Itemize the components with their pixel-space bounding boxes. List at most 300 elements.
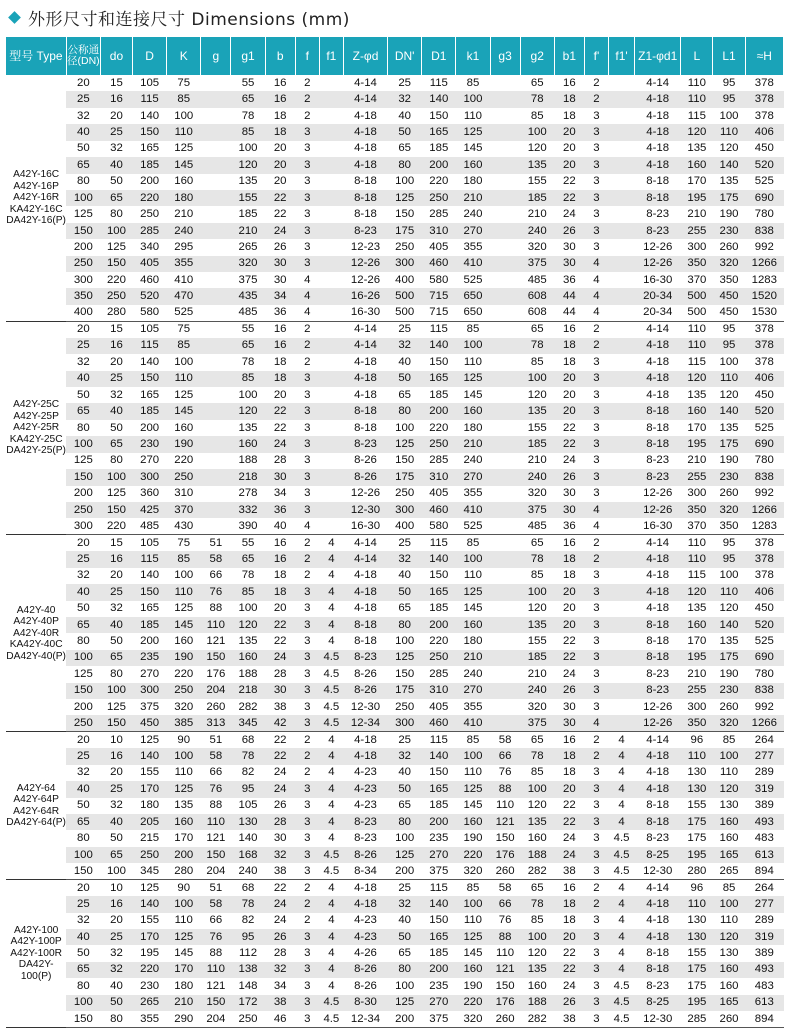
cell-f1 [319, 321, 343, 337]
cell-g2: 65 [530, 76, 544, 89]
cell-f1': 4 [618, 914, 625, 927]
cell-f': 3 [584, 617, 608, 633]
cell-b1: 18 [563, 355, 576, 368]
cell-f': 3 [593, 175, 600, 188]
cell-Z1-φd1: 12-30 [635, 1011, 681, 1027]
cell-D1: 220 [429, 175, 449, 188]
cell-DN': 125 [388, 847, 422, 863]
cell-L: 195 [681, 995, 713, 1011]
cell-D1: 165 [422, 584, 456, 600]
cell-b1: 30 [563, 240, 576, 253]
cell-D: 170 [133, 929, 167, 945]
header-g2: g2 [520, 37, 554, 75]
cell-≈H: 483 [754, 832, 774, 845]
cell-DN': 50 [388, 781, 422, 797]
cell-K: 160 [174, 175, 194, 188]
cell-L1: 230 [713, 469, 745, 485]
table-row [6, 732, 784, 748]
cell-b: 30 [265, 683, 295, 699]
cell-≈H: 613 [745, 847, 783, 863]
cell-≈H: 483 [754, 979, 774, 992]
cell-g2: 155 [527, 421, 547, 434]
cell-f1' [609, 141, 635, 157]
cell-L: 500 [681, 288, 713, 304]
cell-f1' [609, 223, 635, 239]
cell-g1: 135 [238, 421, 258, 434]
cell-g1: 278 [238, 487, 258, 500]
cell-D1: 165 [422, 929, 456, 945]
cell-公称通径(DN): 40 [66, 781, 100, 797]
cell-DN': 150 [395, 454, 415, 467]
cell-D: 165 [140, 142, 160, 155]
cell-Z1-φd1: 12-26 [635, 502, 681, 518]
cell-D1: 310 [422, 469, 456, 485]
cell-f': 3 [593, 700, 600, 713]
cell-f1' [609, 206, 635, 222]
table-row [6, 863, 784, 879]
cell-g [201, 141, 231, 157]
cell-k1: 210 [456, 190, 490, 206]
cell-f1 [319, 141, 343, 157]
cell-g: 313 [201, 715, 231, 731]
cell-b1: 30 [563, 487, 576, 500]
cell-g1: 332 [231, 502, 265, 518]
cell-Z1-φd1: 12-26 [643, 240, 673, 253]
cell-≈H: 378 [754, 355, 774, 368]
header-g3: g3 [490, 37, 520, 75]
cell-D: 250 [133, 847, 167, 863]
cell-D1: 310 [422, 223, 456, 239]
cell-f1' [609, 124, 635, 140]
cell-b1: 18 [554, 896, 584, 912]
cell-L: 120 [681, 584, 713, 600]
cell-L: 175 [687, 979, 707, 992]
cell-Z1-φd1: 4-18 [635, 748, 681, 764]
cell-≈H: 378 [754, 76, 774, 89]
cell-公称通径(DN): 65 [66, 962, 100, 978]
cell-K: 75 [177, 323, 191, 336]
cell-g2: 65 [530, 536, 544, 549]
cell-k1: 145 [463, 142, 483, 155]
cell-D: 355 [133, 1011, 167, 1027]
cell-g1: 85 [231, 124, 265, 140]
cell-g1: 78 [241, 569, 255, 582]
cell-g1: 148 [238, 979, 258, 992]
cell-f1: 4.5 [323, 667, 340, 680]
cell-f1 [319, 486, 343, 502]
cell-f1' [609, 633, 635, 649]
cell-D1: 285 [429, 454, 449, 467]
cell-g1: 68 [241, 881, 255, 894]
cell-K: 220 [174, 667, 194, 680]
cell-b: 24 [265, 436, 295, 452]
cell-f': 2 [593, 733, 600, 746]
cell-g3 [490, 91, 520, 107]
cell-K: 75 [177, 536, 191, 549]
cell-f': 3 [584, 469, 608, 485]
cell-DN': 175 [388, 469, 422, 485]
cell-L1: 95 [713, 551, 745, 567]
cell-g: 121 [206, 979, 226, 992]
cell-k1: 180 [463, 421, 483, 434]
cell-f: 3 [295, 617, 319, 633]
cell-L1: 175 [713, 436, 745, 452]
cell-公称通径(DN): 100 [66, 995, 100, 1011]
cell-f: 3 [304, 175, 311, 188]
header-g: g [201, 37, 231, 75]
cell-L1: 160 [713, 814, 745, 830]
cell-DN': 100 [395, 421, 415, 434]
cell-公称通径(DN): 150 [66, 469, 100, 485]
cell-D1: 200 [422, 617, 456, 633]
cell-Z-φd: 8-26 [354, 667, 377, 680]
cell-L: 300 [687, 487, 707, 500]
cell-公称通径(DN): 100 [66, 650, 100, 666]
cell-f': 3 [593, 947, 600, 960]
cell-L1: 135 [719, 421, 739, 434]
cell-L: 175 [681, 962, 713, 978]
cell-b: 16 [265, 338, 295, 354]
cell-≈H: 406 [745, 584, 783, 600]
cell-Z1-φd1: 8-18 [635, 962, 681, 978]
cell-f1' [609, 190, 635, 206]
cell-公称通径(DN): 32 [77, 355, 90, 368]
cell-D1: 165 [422, 371, 456, 387]
table-row [6, 551, 784, 567]
cell-g3 [490, 305, 520, 321]
cell-f1' [609, 584, 635, 600]
cell-g: 66 [209, 766, 223, 779]
cell-Z1-φd1: 8-23 [646, 979, 670, 992]
header-f-prime: f' [584, 37, 608, 75]
cell-f': 3 [584, 929, 608, 945]
cell-g2: 100 [520, 371, 554, 387]
cell-k1: 100 [456, 748, 490, 764]
cell-f1 [319, 206, 343, 222]
cell-g1: 95 [231, 781, 265, 797]
header-f: f [295, 37, 319, 75]
cell-公称通径(DN): 50 [77, 142, 90, 155]
cell-do: 40 [100, 403, 132, 419]
cell-Z1-φd1: 8-25 [635, 995, 681, 1011]
cell-k1: 190 [463, 979, 483, 992]
table-row [6, 995, 784, 1011]
cell-f1: 4.5 [319, 847, 343, 863]
cell-k1: 125 [456, 371, 490, 387]
cell-b: 20 [273, 388, 287, 401]
table-body [6, 75, 784, 1027]
cell-g [201, 272, 231, 288]
cell-公称通径(DN): 300 [73, 273, 93, 286]
cell-Z-φd: 8-18 [354, 175, 377, 188]
cell-公称通径(DN): 80 [77, 635, 90, 648]
cell-公称通径(DN): 50 [77, 602, 90, 615]
cell-b: 34 [273, 979, 287, 992]
cell-do: 32 [110, 388, 123, 401]
cell-K: 125 [167, 929, 201, 945]
cell-L: 110 [681, 896, 713, 912]
cell-L1: 140 [713, 403, 745, 419]
cell-≈H: 520 [745, 403, 783, 419]
cell-f: 2 [304, 109, 311, 122]
cell-L: 350 [681, 256, 713, 272]
header-dn-prime: DN' [388, 37, 422, 75]
cell-f': 3 [584, 683, 608, 699]
cell-Z-φd: 16-30 [343, 518, 387, 534]
cell-g2: 375 [520, 502, 554, 518]
cell-g1: 120 [231, 403, 265, 419]
cell-g [201, 157, 231, 173]
cell-g3 [490, 518, 520, 534]
cell-g1: 105 [238, 799, 258, 812]
cell-g1: 112 [238, 947, 258, 960]
cell-do: 20 [110, 766, 123, 779]
cell-公称通径(DN): 80 [77, 175, 90, 188]
cell-f1 [319, 256, 343, 272]
cell-f: 3 [304, 454, 311, 467]
cell-f: 3 [295, 781, 319, 797]
cell-b1: 20 [554, 371, 584, 387]
cell-D1: 580 [422, 518, 456, 534]
cell-g3: 76 [498, 914, 512, 927]
cell-D1: 715 [422, 305, 456, 321]
cell-f1': 4 [618, 881, 625, 894]
cell-b1: 38 [554, 1011, 584, 1027]
cell-do: 65 [100, 650, 132, 666]
cell-g3 [490, 699, 520, 715]
cell-g: 88 [209, 799, 223, 812]
table-row [6, 75, 784, 91]
cell-g3 [490, 403, 520, 419]
cell-g2: 210 [527, 454, 547, 467]
cell-f1': 4.5 [609, 863, 635, 879]
table-row [6, 748, 784, 764]
cell-K: 110 [167, 124, 201, 140]
cell-f1: 4 [328, 635, 335, 648]
cell-D: 485 [133, 518, 167, 534]
cell-D1: 140 [422, 748, 456, 764]
cell-公称通径(DN): 100 [66, 436, 100, 452]
cell-g3 [490, 108, 520, 124]
cell-K: 470 [167, 288, 201, 304]
cell-f1' [609, 338, 635, 354]
cell-g1: 188 [238, 667, 258, 680]
cell-Z-φd: 4-18 [354, 881, 377, 894]
cell-Z-φd: 4-23 [343, 929, 387, 945]
cell-公称通径(DN): 25 [66, 748, 100, 764]
cell-b: 30 [273, 273, 287, 286]
cell-L: 115 [687, 355, 706, 368]
cell-L1: 100 [713, 748, 745, 764]
cell-Z-φd: 4-18 [354, 388, 377, 401]
cell-L1: 320 [713, 715, 745, 731]
cell-g: 110 [201, 814, 231, 830]
cell-Z-φd: 8-34 [343, 863, 387, 879]
cell-DN': 40 [398, 914, 411, 927]
cell-K: 145 [167, 617, 201, 633]
cell-f': 3 [593, 766, 600, 779]
cell-≈H: 264 [754, 733, 774, 746]
cell-b1: 24 [563, 979, 576, 992]
cell-Z-φd: 4-26 [354, 947, 377, 960]
cell-do: 25 [100, 124, 132, 140]
cell-f': 4 [584, 715, 608, 731]
cell-DN': 25 [398, 76, 411, 89]
cell-g3 [490, 387, 520, 403]
cell-公称通径(DN): 300 [66, 518, 100, 534]
cell-f1' [609, 502, 635, 518]
cell-k1: 145 [463, 602, 483, 615]
cell-f': 3 [593, 487, 600, 500]
cell-D: 425 [133, 502, 167, 518]
cell-g3 [490, 272, 520, 288]
cell-g3 [490, 206, 520, 222]
cell-f: 3 [295, 715, 319, 731]
cell-do: 150 [100, 502, 132, 518]
cell-DN': 40 [398, 109, 411, 122]
cell-≈H: 378 [754, 109, 774, 122]
cell-L1: 230 [713, 223, 745, 239]
cell-≈H: 319 [745, 929, 783, 945]
table-row [6, 371, 784, 387]
cell-g1: 135 [238, 175, 258, 188]
cell-g2: 135 [520, 962, 554, 978]
cell-Z-φd: 4-23 [354, 914, 377, 927]
cell-f: 3 [295, 436, 319, 452]
cell-D: 345 [133, 863, 167, 879]
cell-L: 110 [681, 748, 713, 764]
cell-f1: 4 [328, 536, 335, 549]
cell-f: 3 [295, 584, 319, 600]
cell-f1 [319, 91, 343, 107]
cell-g1: 320 [231, 256, 265, 272]
header-f1: f1 [319, 37, 343, 75]
cell-D: 165 [140, 602, 160, 615]
cell-k1: 110 [463, 109, 483, 122]
cell-f: 3 [304, 388, 311, 401]
table-row [6, 190, 784, 206]
cell-L1: 350 [719, 273, 739, 286]
cell-f1' [609, 453, 635, 469]
cell-Z1-φd1: 12-26 [635, 715, 681, 731]
table-row [6, 157, 784, 173]
cell-b1: 30 [554, 502, 584, 518]
cell-f1' [609, 371, 635, 387]
cell-f': 2 [593, 881, 600, 894]
cell-Z1-φd1: 4-18 [635, 124, 681, 140]
cell-DN': 175 [388, 683, 422, 699]
cell-f: 3 [304, 832, 311, 845]
cell-k1: 220 [456, 847, 490, 863]
cell-f': 2 [584, 896, 608, 912]
table-row [6, 666, 784, 682]
cell-b1: 18 [554, 338, 584, 354]
cell-L: 370 [687, 273, 707, 286]
cell-do: 125 [106, 240, 126, 253]
cell-L1: 100 [719, 109, 739, 122]
table-row [6, 880, 784, 896]
cell-f: 3 [304, 602, 311, 615]
cell-b1: 20 [554, 403, 584, 419]
cell-g [201, 403, 231, 419]
cell-g1: 65 [231, 551, 265, 567]
cell-f': 3 [593, 667, 600, 680]
cell-D: 200 [140, 175, 160, 188]
cell-D: 460 [140, 273, 160, 286]
cell-f1' [609, 157, 635, 173]
cell-f1: 4.5 [319, 650, 343, 666]
cell-公称通径(DN): 20 [77, 881, 90, 894]
cell-f': 3 [584, 995, 608, 1011]
cell-g3 [490, 354, 520, 370]
cell-L1: 135 [719, 175, 739, 188]
cell-L: 210 [687, 208, 707, 221]
cell-L1: 190 [719, 454, 739, 467]
table-row [6, 272, 784, 288]
cell-K: 410 [174, 273, 194, 286]
table-row [6, 617, 784, 633]
table-row [6, 436, 784, 452]
cell-k1: 85 [466, 733, 480, 746]
cell-L1: 190 [719, 208, 739, 221]
table-row [6, 650, 784, 666]
cell-K: 125 [174, 602, 194, 615]
cell-D: 140 [140, 109, 160, 122]
cell-f1' [609, 518, 635, 534]
cell-DN': 80 [388, 617, 422, 633]
cell-L: 210 [687, 454, 707, 467]
cell-D: 405 [133, 256, 167, 272]
cell-Z-φd: 4-18 [354, 602, 377, 615]
table-row [6, 403, 784, 419]
cell-b1: 22 [563, 799, 576, 812]
cell-g2: 78 [520, 748, 554, 764]
header-b: b [265, 37, 295, 75]
cell-DN': 32 [388, 91, 422, 107]
cell-L1: 140 [713, 617, 745, 633]
cell-L1: 95 [713, 338, 745, 354]
cell-k1: 125 [456, 584, 490, 600]
cell-b1: 24 [563, 667, 576, 680]
cell-g3: 110 [495, 799, 515, 812]
cell-g3 [490, 453, 520, 469]
cell-K: 170 [167, 962, 201, 978]
cell-L: 135 [687, 602, 707, 615]
cell-Z-φd: 8-26 [343, 962, 387, 978]
cell-DN': 400 [395, 273, 415, 286]
cell-g2: 160 [527, 832, 547, 845]
cell-f1' [609, 91, 635, 107]
cell-f1': 4 [618, 799, 625, 812]
cell-Z-φd: 4-14 [354, 536, 377, 549]
cell-b: 22 [265, 190, 295, 206]
cell-L: 110 [687, 536, 706, 549]
cell-do: 15 [110, 76, 123, 89]
cell-f: 3 [304, 947, 311, 960]
cell-公称通径(DN): 32 [77, 569, 90, 582]
cell-L: 170 [687, 635, 707, 648]
cell-f: 3 [304, 700, 311, 713]
cell-K: 190 [167, 436, 201, 452]
cell-L: 195 [681, 650, 713, 666]
cell-f1: 4.5 [319, 995, 343, 1011]
cell-公称通径(DN): 25 [66, 338, 100, 354]
cell-do: 20 [110, 569, 123, 582]
cell-b1: 20 [554, 929, 584, 945]
cell-Z-φd: 12-23 [350, 240, 381, 253]
cell-DN': 65 [398, 388, 411, 401]
cell-D1: 200 [422, 814, 456, 830]
